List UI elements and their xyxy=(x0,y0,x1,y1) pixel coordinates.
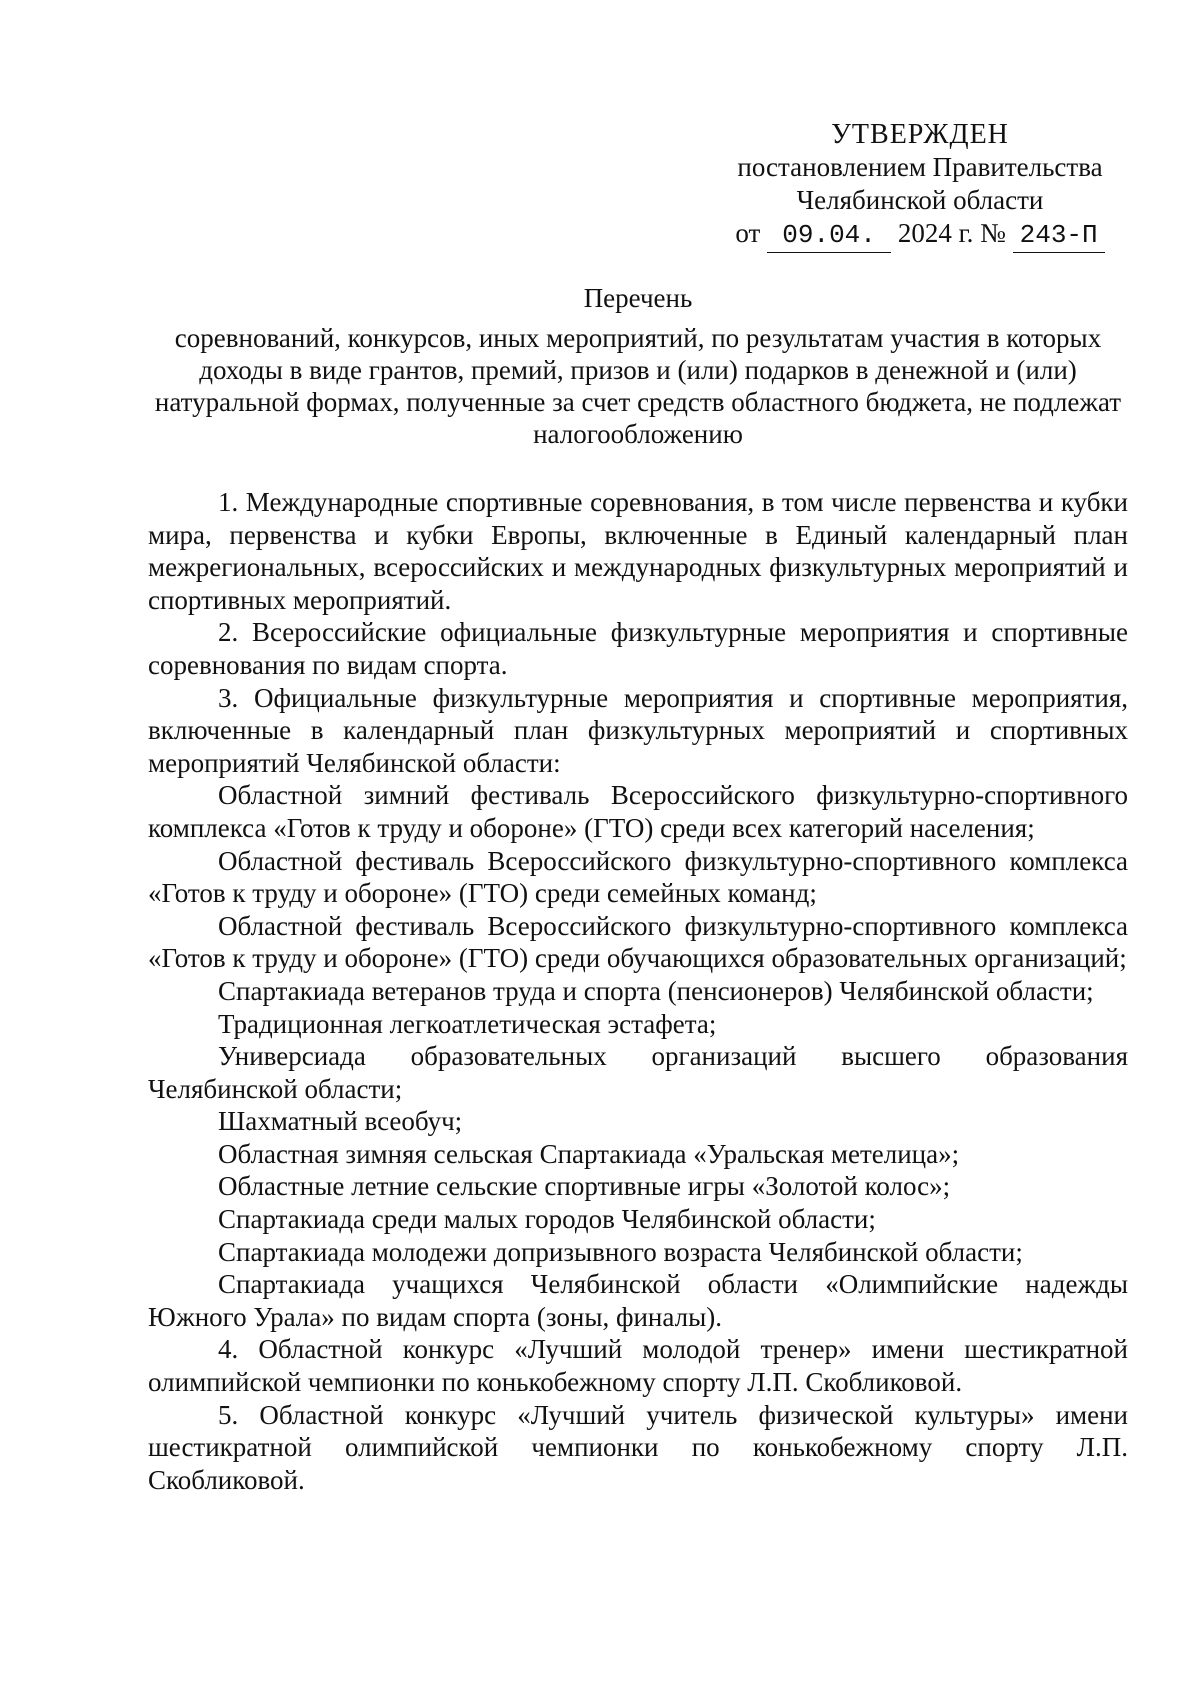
list-item: 1. Международные спортивные соревнования, в том числе первенства и кубки мира, первенства и кубки Европы, включенные в Единый календарный план межрегиональных, всероссийских и международных физкультурных мероприятий и спортивных мероприятий. xyxy=(148,487,1128,615)
list-item: Областной фестиваль Всероссийского физкультурно-спортивного комплекса «Готов к труду и обороне» (ГТО) среди обучающихся образовательных организаций; xyxy=(148,910,1128,974)
approval-number: 243-П xyxy=(1013,219,1105,253)
list-item: Областная зимняя сельская Спартакиада «Уральская метелица»; xyxy=(218,1138,960,1169)
list-item: Областные летние сельские спортивные игры «Золотой колос»; xyxy=(218,1171,951,1202)
list-item: Областной фестиваль Всероссийского физкультурно-спортивного комплекса «Готов к труду и обороне» (ГТО) среди семейных команд; xyxy=(148,845,1128,909)
list-item: Традиционная легкоатлетическая эстафета; xyxy=(218,1008,717,1039)
approval-title: УТВЕРЖДЕН xyxy=(831,119,1009,150)
approval-date-line xyxy=(720,217,1120,253)
list-item: Областной зимний фестиваль Всероссийского физкультурно-спортивного комплекса «Готов к труду и обороне» (ГТО) среди всех категорий населения; xyxy=(148,780,1128,843)
list-item: 4. Областной конкурс «Лучший молодой тренер» имени шестикратной олимпийской чемпионки по конькобежному спорту Л.П. Скобликовой. xyxy=(148,1334,1128,1398)
approval-date: 09.04. xyxy=(767,219,891,253)
list-item: 5. Областной конкурс «Лучший учитель физической культуры» имени шестикратной олимпийской чемпионки по конькобежному спорту Л.П. Скобликовой. xyxy=(148,1399,1128,1495)
list-item: 3. Официальные физкультурные мероприятия и спортивные мероприятия, включенные в календарный план физкультурных мероприятий и спортивных мероприятий Челябинской области: xyxy=(148,682,1128,778)
document-title: Перечень xyxy=(583,283,693,313)
approval-line-2: Челябинской области xyxy=(796,185,1044,215)
list-item: 2. Всероссийские официальные физкультурные мероприятия и спортивные соревнования по видам спорта. xyxy=(148,617,1128,680)
list-item: Универсиада образовательных организаций высшего образования Челябинской области; xyxy=(148,1041,1128,1104)
list-item: Спартакиада среди малых городов Челябинской области; xyxy=(218,1204,876,1235)
document-body xyxy=(148,486,1128,1496)
list-item: Шахматный всеобуч; xyxy=(218,1106,463,1137)
list-item: Спартакиада учащихся Челябинской области «Олимпийские надежды Южного Урала» по видам спорта (зоны, финалы). xyxy=(148,1269,1128,1332)
list-item: Спартакиада молодежи допризывного возраста Челябинской области; xyxy=(218,1236,1023,1267)
approval-stamp xyxy=(720,118,1120,253)
document-subtitle: соревнований, конкурсов, иных мероприятий, по результатам участия в которых доходы в виде грантов, премий, призов и (или) подарков в денежной и (или) натуральной формах, полученные за счет средств областного бюджета, не подлежат налогообложению xyxy=(154,323,1122,449)
document-heading xyxy=(148,282,1128,450)
approval-line-1: постановлением Правительства xyxy=(737,152,1103,182)
list-item: Спартакиада ветеранов труда и спорта (пенсионеров) Челябинской области; xyxy=(218,975,1094,1006)
approval-prefix: от xyxy=(735,218,761,248)
approval-year: 2024 г. № xyxy=(897,218,1006,248)
